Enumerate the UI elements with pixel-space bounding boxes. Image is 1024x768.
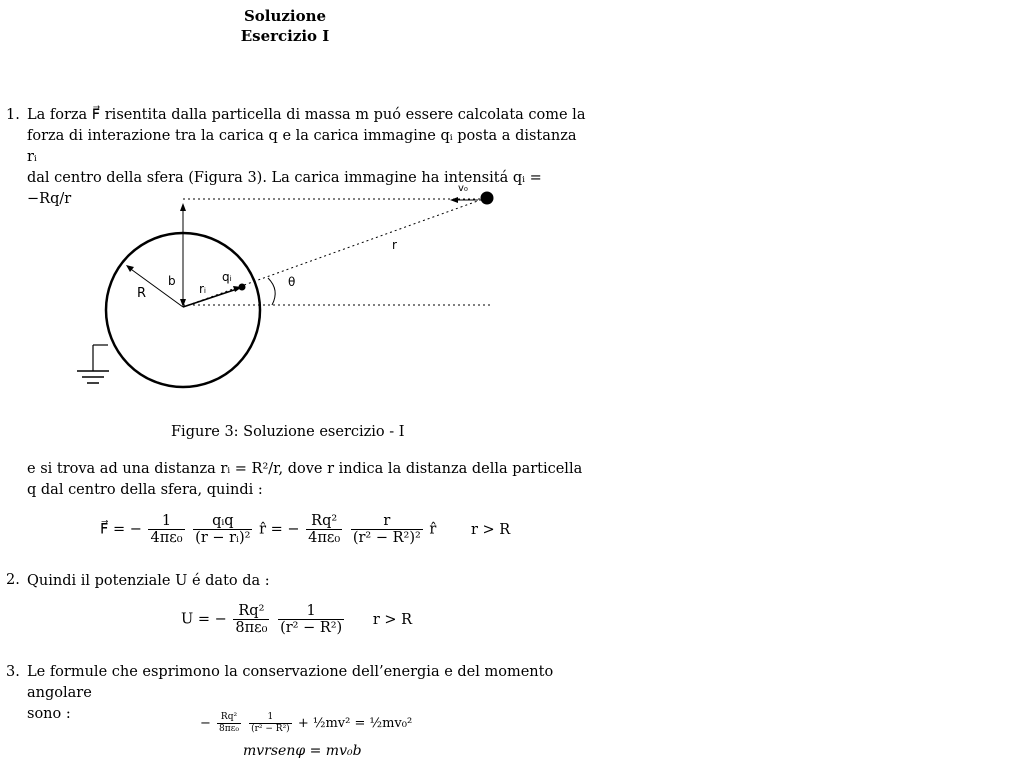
label-v0: v₀ — [458, 183, 468, 194]
ri-arrow-line — [183, 288, 240, 307]
theta-arc — [268, 278, 275, 305]
item3-line1: Le formule che esprimono la conservazione dell’energia e del momento angolare — [27, 664, 554, 701]
label-R: R — [137, 286, 147, 301]
eq1-frac2: $\frac{\text{qᵢq}}{\text{(r − rᵢ)²}}$ — [195, 513, 251, 546]
figure-caption: Figure 3: Soluzione esercizio - I — [171, 424, 405, 440]
label-theta: θ — [288, 275, 296, 289]
item-number-2: 2. — [6, 572, 20, 588]
item1-line3: dal centro della sfera (Figura 3). La carica immagine ha intensitá qᵢ = −Rq/r — [27, 170, 542, 207]
equation-potential — [181, 603, 412, 636]
eq2-frac1: $\frac{\text{Rq²}}{\text{8πε₀}}$ — [235, 603, 268, 636]
eq1-condition: r > R — [470, 521, 511, 538]
particle-dot — [481, 192, 494, 205]
cont-line1: e si trova ad una distanza rᵢ = R²/r, dove r indica la distanza della particella — [27, 461, 583, 477]
item-number-3: 3. — [6, 664, 20, 680]
equation-force — [100, 513, 510, 546]
label-b: b — [168, 274, 176, 288]
cont-line2: q dal centro della sfera, quindi : — [27, 482, 263, 498]
eq1-mid: r̂ = − — [259, 521, 300, 538]
equation-angular-momentum: mvrsenφ = mv₀b — [243, 743, 362, 759]
item1-line1: La forza F⃗ risentita dalla particella di massa m puó essere calcolata come la — [27, 107, 586, 123]
eq3-frac2: $\frac{1}{\text{(r² − R²)}}$ — [251, 712, 290, 734]
item-number-1: 1. — [6, 107, 20, 123]
eq1-frac4: $\frac{r}{\text{(r² − R²)²}}$ — [352, 513, 421, 546]
eq1-frac1: $\frac{1}{\text{4πε₀}}$ — [150, 513, 183, 546]
eq3-mid: + ½mv² = ½mv₀² — [297, 716, 413, 731]
equation-energy — [200, 712, 412, 735]
eq1-frac3: $\frac{\text{Rq²}}{\text{4πε₀}}$ — [308, 513, 341, 546]
item1-continuation — [27, 459, 587, 501]
eq3-frac1: $\frac{\text{Rq²}}{\text{8πε₀}}$ — [219, 712, 239, 734]
item3-line2: sono : — [27, 706, 71, 722]
eq3-lead: − — [200, 716, 211, 731]
title-esercizio: Esercizio I — [240, 27, 330, 45]
v0-arrow-head — [450, 197, 458, 203]
figure-diagram — [60, 175, 510, 400]
eq2-condition: r > R — [372, 611, 413, 628]
eq2-lhs: U = − — [181, 611, 227, 628]
label-ri: rᵢ — [199, 282, 207, 296]
label-qi: qᵢ — [222, 270, 232, 284]
eq2-frac2: $\frac{1}{\text{(r² − R²)}}$ — [280, 603, 343, 636]
eq1-end: r̂ — [429, 521, 437, 538]
b-arrow-head-top — [180, 203, 186, 211]
eq1-lhs: F⃗ = − — [100, 521, 142, 538]
label-r: r — [392, 238, 397, 252]
item1-line2: forza di interazione tra la carica q e la carica immagine qᵢ posta a distanza rᵢ — [27, 128, 577, 165]
item2-text: Quindi il potenziale U é dato da : — [27, 573, 270, 589]
title-soluzione: Soluzione — [243, 7, 327, 25]
r-dotted-line — [183, 198, 486, 307]
